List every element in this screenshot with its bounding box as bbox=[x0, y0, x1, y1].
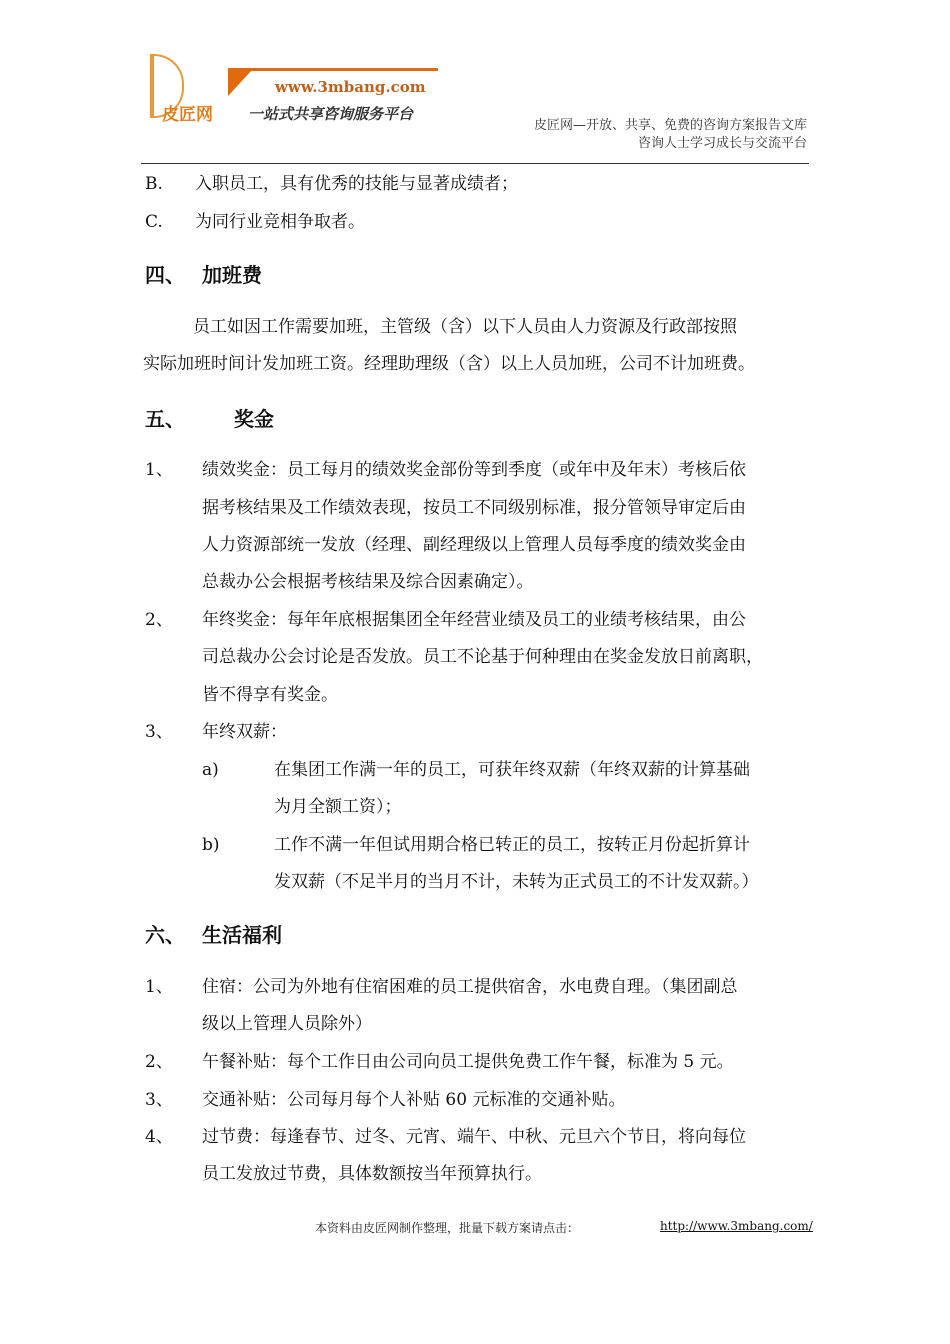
logo-url[interactable]: www.3mbang.com bbox=[275, 78, 426, 96]
sublist-item-text: 工作不满一年但试用期合格已转正的员工，按转正月份起折算计 bbox=[274, 835, 750, 855]
header-divider bbox=[141, 163, 809, 164]
section-number: 六、 bbox=[145, 923, 185, 947]
section-title: 生活福利 bbox=[202, 923, 282, 947]
footer-link[interactable]: http://www.3mbang.com/ bbox=[660, 1219, 813, 1233]
footer-text: 本资料由皮匠网制作整理，批量下载方案请点击： bbox=[315, 1221, 580, 1235]
section-number: 五、 bbox=[145, 407, 185, 431]
sublist-marker: b) bbox=[202, 835, 220, 855]
sublist-item-text: 在集团工作满一年的员工，可获年终双薪（年终双薪的计算基础 bbox=[274, 760, 750, 780]
paragraph-line: 实际加班时间计发加班工资。经理助理级（含）以上人员加班，公司不计加班费。 bbox=[143, 354, 755, 374]
sublist-item-text: 发双薪（不足半月的当月不计，未转为正式员工的不计发双薪。） bbox=[274, 872, 759, 892]
sublist-marker: a) bbox=[202, 760, 219, 780]
logo-slash bbox=[228, 70, 252, 96]
list-item-text: 总裁办公会根据考核结果及综合因素确定）。 bbox=[202, 572, 534, 592]
list-item-text: 人力资源部统一发放（经理、副经理级以上管理人员每季度的绩效奖金由 bbox=[202, 535, 746, 555]
list-item-text: 年终双薪： bbox=[202, 722, 287, 742]
list-item-text: 交通补贴：公司每月每个人补贴 60 元标准的交通补贴。 bbox=[202, 1090, 626, 1110]
list-number: 3、 bbox=[145, 1090, 173, 1110]
list-item-text: 年终奖金：每年年底根据集团全年经营业绩及员工的业绩考核结果，由公 bbox=[202, 610, 746, 630]
list-item-text: 绩效奖金：员工每月的绩效奖金部份等到季度（或年中及年末）考核后依 bbox=[202, 460, 746, 480]
list-number: 2、 bbox=[145, 1052, 173, 1072]
logo-slogan: 一站式共享咨询服务平台 bbox=[248, 105, 414, 123]
list-number: 3、 bbox=[145, 722, 173, 742]
logo-bar bbox=[228, 68, 438, 71]
list-item-text: 级以上管理人员除外） bbox=[202, 1014, 372, 1034]
list-item-text: 过节费：每逢春节、过冬、元宵、端午、中秋、元旦六个节日，将向每位 bbox=[202, 1127, 746, 1147]
list-item-text: 皆不得享有奖金。 bbox=[202, 685, 338, 705]
paragraph-line: 员工如因工作需要加班，主管级（含）以下人员由人力资源及行政部按照 bbox=[193, 317, 737, 337]
logo-text: 皮匠网 bbox=[162, 105, 213, 125]
list-item-text: 入职员工，具有优秀的技能与显著成绩者； bbox=[195, 174, 518, 194]
list-number: 1、 bbox=[145, 977, 173, 997]
list-marker: B. bbox=[145, 174, 163, 194]
sublist-item-text: 为月全额工资）； bbox=[274, 797, 402, 817]
section-number: 四、 bbox=[145, 263, 185, 287]
list-item-text: 员工发放过节费，具体数额按当年预算执行。 bbox=[202, 1164, 542, 1184]
list-item-text: 为同行业竞相争取者。 bbox=[195, 212, 365, 232]
list-item-text: 住宿：公司为外地有住宿困难的员工提供宿舍，水电费自理。（集团副总 bbox=[202, 977, 738, 997]
list-number: 1、 bbox=[145, 460, 173, 480]
list-item-text: 午餐补贴：每个工作日由公司向员工提供免费工作午餐，标准为 5 元。 bbox=[202, 1052, 734, 1072]
list-item-text: 司总裁办公会讨论是否发放。员工不论基于何种理由在奖金发放日前离职， bbox=[202, 647, 763, 667]
header-tagline-2: 咨询人士学习成长与交流平台 bbox=[637, 136, 807, 151]
section-title: 加班费 bbox=[202, 263, 262, 287]
header-tagline-1: 皮匠网—开放、共享、免费的咨询方案报告文库 bbox=[533, 118, 807, 133]
list-number: 4、 bbox=[145, 1127, 173, 1147]
section-title: 奖金 bbox=[234, 407, 274, 431]
list-number: 2、 bbox=[145, 610, 173, 630]
list-item-text: 据考核结果及工作绩效表现，按员工不同级别标准，报分管领导审定后由 bbox=[202, 498, 746, 518]
list-marker: C. bbox=[145, 212, 163, 232]
